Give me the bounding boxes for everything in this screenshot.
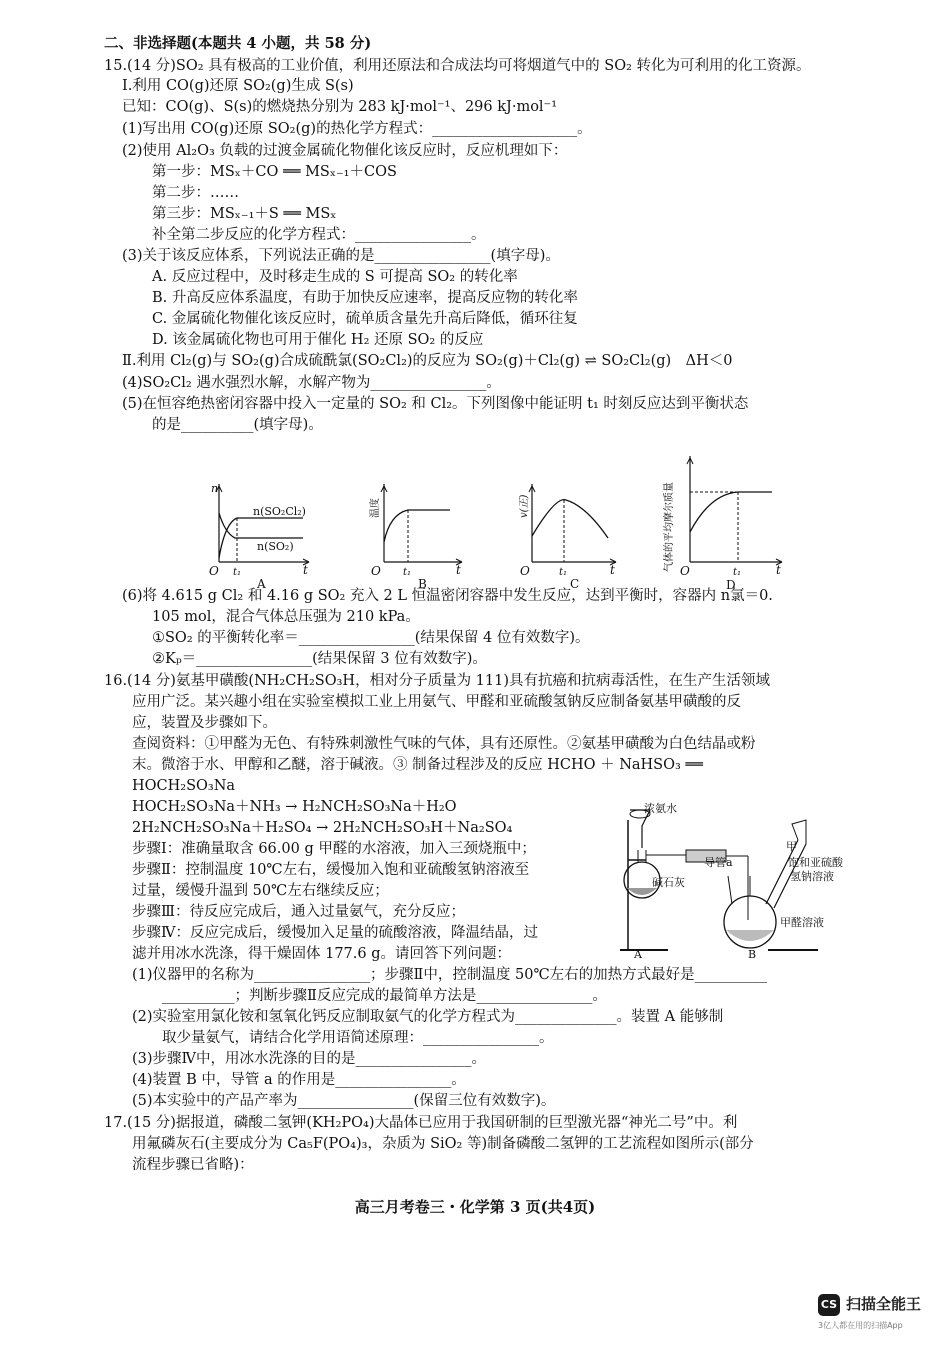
text-line: 流程步骤已省略)： <box>132 1157 254 1173</box>
apparatus-label-b: B <box>748 948 757 960</box>
text-line: 步骤Ⅰ：准确量取含 66.00 g 甲醛的水溶液，加入三颈烧瓶中； <box>132 841 536 857</box>
text-line: (3)步骤Ⅳ中，用冰水洗涤的目的是________________。 <box>132 1051 487 1067</box>
graph-a-curve1: n(SO₂Cl₂) <box>253 505 306 518</box>
text-line: C. 金属硫化物催化该反应时，硫单质含量先升高后降低，循环往复 <box>152 311 578 327</box>
text-line: Ⅰ.利用 CO(g)还原 SO₂(g)生成 S(s) <box>122 78 354 94</box>
graph-b-ylabel: 温度 <box>370 498 381 518</box>
scanner-title: 扫描全能王 <box>846 1295 922 1313</box>
graph-c-t1: t₁ <box>559 567 568 578</box>
apparatus-conc-ammonia: 浓氨水 <box>644 802 677 815</box>
graph-c-t: t <box>610 563 615 577</box>
text-line: (4)装置 B 中，导管 a 的作用是________________。 <box>132 1072 466 1088</box>
text-line: 第一步：MSₓ＋CO ══ MSₓ₋₁＋COS <box>152 164 397 180</box>
text-line: A. 反应过程中，及时移走生成的 S 可提高 SO₂ 的转化率 <box>152 269 518 285</box>
text-line: 步骤Ⅳ：反应完成后，缓慢加入足量的硫酸溶液，降温结晶，过 <box>132 925 538 941</box>
graph-c-origin: O <box>520 564 530 578</box>
text-line: Ⅱ.利用 Cl₂(g)与 SO₂(g)合成硫酰氯(SO₂Cl₂)的反应为 SO₂(g)＋Cl₂(g) ⇌ SO₂Cl₂(g) ΔH＜0 <box>122 353 733 369</box>
text-line: 的是__________(填字母)。 <box>152 417 323 433</box>
text-line: 查阅资料：①甲醛为无色、有特殊刺激性气味的气体，具有还原性。②氨基甲磺酸为白色结晶或粉 <box>132 736 756 752</box>
text-line: (4)SO₂Cl₂ 遇水强烈水解，水解产物为________________。 <box>122 375 501 391</box>
graph-a-letter: A <box>257 577 266 591</box>
text-line: 滤并用冰水洗涤，得干燥固体 177.6 g。请回答下列问题： <box>132 946 512 962</box>
text-line: 15.(14 分)SO₂ 具有极高的工业价值，利用还原法和合成法均可将烟道气中的 SO₂ 转化为可利用的化工资源。 <box>104 58 811 74</box>
graph-b <box>366 478 471 593</box>
graph-a-origin: O <box>209 564 219 578</box>
text-line: (6)将 4.615 g Cl₂ 和 4.16 g SO₂ 充入 2 L 恒温密闭容器中发生反应，达到平衡时，容器内 n氯＝0. <box>122 588 773 604</box>
text-line: HOCH₂SO₃Na＋NH₃ → H₂NCH₂SO₃Na＋H₂O <box>132 799 457 815</box>
text-line: 应，装置及步骤如下。 <box>132 715 277 731</box>
apparatus-label-a: A <box>634 948 642 960</box>
page-footer: 高三月考卷三・化学第 3 页(共4页) <box>354 1198 596 1216</box>
graph-c-ylabel: v(正) <box>519 494 530 518</box>
text-line: HOCH₂SO₃Na <box>132 778 236 794</box>
text-line: (2)使用 Al₂O₃ 负载的过渡金属硫化物催化该反应时，反应机理如下： <box>122 143 568 159</box>
text-line: 末。微溶于水、甲醇和乙醚，溶于碱液。③ 制备过程涉及的反应 HCHO ＋ NaHSO₃ ══ <box>132 757 703 773</box>
graph-c-letter: C <box>570 577 580 591</box>
graph-b-origin: O <box>371 564 381 578</box>
text-line: 16.(14 分)氨基甲磺酸(NH₂CH₂SO₃H，相对分子质量为 111)具有抗癌和抗病毒活性，在生产生活领域 <box>104 673 771 689</box>
text-line: 已知：CO(g)、S(s)的燃烧热分别为 283 kJ·mol⁻¹、296 kJ·mol⁻¹ <box>122 99 558 115</box>
text-line: 取少量氨气，请结合化学用语简述原理：________________。 <box>162 1030 554 1046</box>
graph-c <box>516 478 626 593</box>
graph-a-t1: t₁ <box>233 567 242 578</box>
text-line: 步骤Ⅱ：控制温度 10℃左右，缓慢加入饱和亚硫酸氢钠溶液至 <box>132 862 530 878</box>
text-line: 过量，缓慢升温到 50℃左右继续反应； <box>132 883 389 899</box>
text-line: 105 mol，混合气体总压强为 210 kPa。 <box>152 609 420 625</box>
text-line: 2H₂NCH₂SO₃Na＋H₂SO₄ → 2H₂NCH₂SO₃H＋Na₂SO₄ <box>132 820 513 836</box>
graph-b-t1: t₁ <box>403 567 412 578</box>
text-line: (2)实验室用氯化铵和氢氧化钙反应制取氨气的化学方程式为______________。装置 A 能够制 <box>132 1009 724 1025</box>
text-line: (5)本实验中的产品产率为________________(保留三位有效数字)。 <box>132 1093 556 1109</box>
text-line: D. 该金属硫化物也可用于催化 H₂ 还原 SO₂ 的反应 <box>152 332 484 348</box>
graph-a-curve2: n(SO₂) <box>257 540 294 553</box>
apparatus-nahso3: 饱和亚硫酸 <box>788 856 843 869</box>
text-line: (1)写出用 CO(g)还原 SO₂(g)的热化学方程式：____________________。 <box>122 121 592 137</box>
text-line: 第三步：MSₓ₋₁＋S ══ MSₓ <box>152 206 337 222</box>
text-line: __________；判断步骤Ⅱ反应完成的最简单方法是________________。 <box>162 988 607 1004</box>
apparatus-nahso3-2: 氢钠溶液 <box>790 870 834 883</box>
text-line: 17.(15 分)据报道，磷酸二氢钾(KH₂PO₄)大晶体已应用于我国研制的巨型激光器“神光二号”中。利 <box>104 1115 738 1131</box>
graph-a-t: t <box>303 563 308 577</box>
graph-a-ylabel: n <box>211 482 219 495</box>
scanner-subtitle: 3亿人都在用的扫描App <box>818 1321 903 1330</box>
apparatus-soda-lime: 碱石灰 <box>652 876 685 889</box>
text-line: 应用广泛。某兴趣小组在实验室模拟工业上用氨气、甲醛和亚硫酸氢钠反应制备氨基甲磺酸的反 <box>132 694 741 710</box>
graph-d <box>660 440 790 595</box>
graph-b-letter: B <box>418 577 427 591</box>
text-line: 用氟磷灰石(主要成分为 Ca₅F(PO₄)₃，杂质为 SiO₂ 等)制备磷酸二氢钾的工艺流程如图所示(部分 <box>132 1136 754 1152</box>
graph-d-t: t <box>776 563 781 577</box>
graph-d-t1: t₁ <box>733 567 742 578</box>
graph-d-origin: O <box>680 564 690 578</box>
apparatus-hcho: 甲醛溶液 <box>780 916 824 929</box>
text-line: ②Kₚ＝________________(结果保留 3 位有效数字)。 <box>152 651 487 667</box>
text-line: 二、非选择题(本题共 4 小题，共 58 分) <box>104 35 372 52</box>
text-line: 第二步：…… <box>152 185 239 201</box>
apparatus-tube-a: 导管a <box>704 856 733 869</box>
text-line: 补全第二步反应的化学方程式：________________。 <box>152 227 486 243</box>
text-line: ①SO₂ 的平衡转化率＝________________(结果保留 4 位有效数字)。 <box>152 630 590 646</box>
apparatus-diagram <box>608 800 898 960</box>
graph-b-t: t <box>456 563 461 577</box>
graph-a <box>205 478 320 593</box>
apparatus-jia: 甲 <box>786 840 797 853</box>
graph-d-ylabel: 气体的平均摩尔质量 <box>664 482 675 572</box>
text-line: (1)仪器甲的名称为________________；步骤Ⅱ中，控制温度 50℃左右的加热方式最好是__________ <box>132 967 768 983</box>
graph-d-letter: D <box>726 578 736 592</box>
text-line: (5)在恒容绝热密闭容器中投入一定量的 SO₂ 和 Cl₂。下列图像中能证明 t₁ 时刻反应达到平衡状态 <box>122 396 749 412</box>
text-line: B. 升高反应体系温度，有助于加快反应速率，提高反应物的转化率 <box>152 290 578 306</box>
text-line: (3)关于该反应体系，下列说法正确的是________________(填字母)。 <box>122 248 560 264</box>
text-line: 步骤Ⅲ：待反应完成后，通入过量氨气，充分反应； <box>132 904 465 920</box>
scanner-logo: CS <box>818 1294 840 1316</box>
